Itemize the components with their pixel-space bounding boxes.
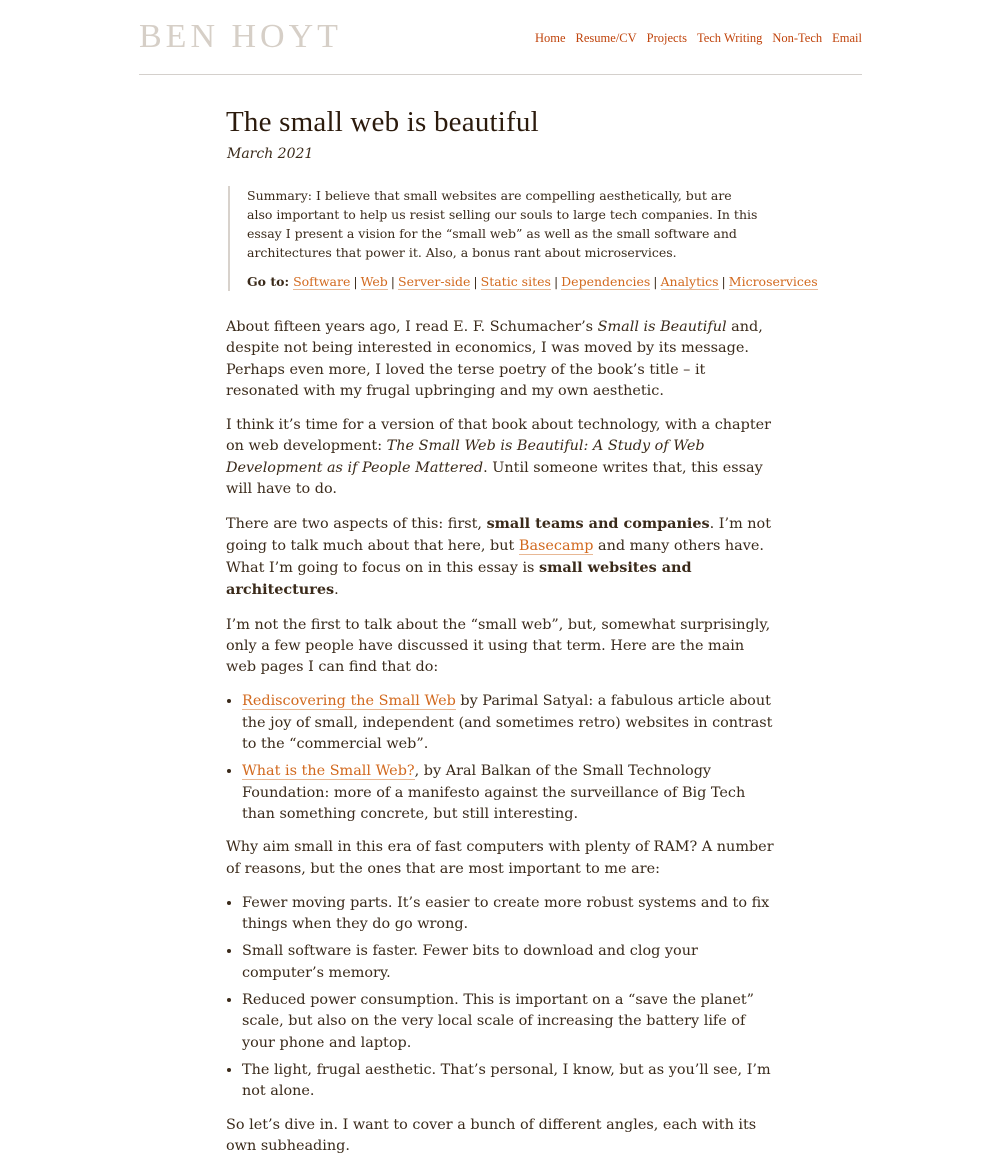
paragraph-small-web-intro: I’m not the first to talk about the “small web”, but, somewhat surprisingly, only a few people have discussed it using that term. Here are the main web pages I can find that do:: [226, 616, 771, 676]
reference-list: [226, 691, 774, 825]
text-run: and, despite not being interested in economics, I was moved by its message. Perhaps even more, I loved the terse poetry of the book’s title – it resonated with my frugal upbringing and my own aesthetic.: [226, 319, 763, 399]
text-run: by Parimal Satyal: a fabulous article about the joy of small, independent (and sometimes retro) websites in contrast to the “commercial web”.: [242, 693, 773, 753]
what-is-small-web-link[interactable]: What is the Small Web?: [242, 763, 415, 780]
text-run: There are two aspects of this: first,: [226, 516, 487, 533]
emphasis-text: small teams and companies: [486, 515, 710, 533]
text-run: , by Aral Balkan of the Small Technology Foundation: more of a manifesto against the surveillance of Big Tech than something concrete, but still interesting.: [242, 763, 746, 822]
nav-projects[interactable]: Projects: [646, 31, 687, 45]
nav-email[interactable]: Email: [832, 31, 862, 45]
article-date: March 2021: [227, 146, 314, 162]
text-run: About fifteen years ago, I read E. F. Schumacher’s: [226, 319, 598, 335]
nav-home[interactable]: Home: [534, 31, 566, 45]
article: [226, 100, 818, 1170]
list-item: • Fewer moving parts. It’s easier to create more robust systems and to fix things when they do go wrong.: [242, 893, 774, 936]
site-nav: [535, 31, 862, 46]
site-logo[interactable]: BEN HOYT: [139, 18, 342, 55]
text-run: . Until someone writes that, this essay will have to do.: [226, 459, 763, 498]
goto-links: [247, 272, 818, 291]
goto-analytics[interactable]: Analytics: [660, 274, 719, 289]
goto-separator: |: [721, 274, 726, 289]
summary-text: Summary: I believe that small websites are compelling aesthetically, but are also important to help us resist selling our souls to large tech companies. In this essay I present a vision for the “small web” as well as the small software and architectures that power it. Also, a bonus rant about microservices.: [247, 188, 758, 260]
list-item: • Reduced power consumption. This is important on a “save the planet” scale, but also on the very local scale of increasing the battery life of your phone and laptop.: [242, 990, 774, 1054]
list-item: [242, 761, 774, 825]
list-item: • The light, frugal aesthetic. That’s personal, I know, but as you’ll see, I’m not alone.: [242, 1060, 774, 1103]
book-title: The Small Web is Beautiful: A Study of Web Development as if People Mattered: [226, 438, 705, 476]
site-header: [139, 0, 862, 75]
goto-separator: |: [473, 274, 478, 289]
goto-dependencies[interactable]: Dependencies: [561, 274, 651, 289]
basecamp-link[interactable]: Basecamp: [518, 537, 594, 554]
goto-separator: |: [390, 274, 396, 289]
paragraph-dive-in: So let’s dive in. I want to cover a bunch of different angles, each with its own subheading.: [226, 1116, 757, 1154]
paragraph-schumacher: [226, 317, 774, 402]
book-title: Small is Beautiful: [597, 319, 727, 335]
goto-label: Go to:: [247, 274, 290, 289]
goto-server-side[interactable]: Server-side: [398, 274, 471, 289]
goto-microservices[interactable]: Microservices: [728, 274, 818, 289]
list-item: [242, 691, 774, 755]
rediscovering-small-web-link[interactable]: Rediscovering the Small Web: [242, 693, 456, 710]
goto-separator: |: [353, 274, 358, 289]
paragraph-why-small: Why aim small in this era of fast computers with plenty of RAM? A number of reasons, but the ones that are most important to me are:: [226, 839, 774, 877]
reasons-list: [226, 893, 774, 1103]
goto-web[interactable]: Web: [360, 274, 388, 289]
goto-separator: |: [653, 274, 658, 289]
nav-tech-writing[interactable]: Tech Writing: [696, 31, 763, 45]
goto-static-sites[interactable]: Static sites: [480, 274, 551, 289]
article-title: The small web is beautiful: [226, 106, 539, 138]
goto-separator: |: [553, 274, 559, 289]
paragraph-two-aspects: [226, 513, 774, 601]
text-run: I think it’s time for a version of that book about technology, with a chapter on web development:: [226, 417, 772, 455]
list-item: • Small software is faster. Fewer bits to download and clog your computer’s memory.: [242, 941, 774, 984]
text-run: . I’m not going to talk much about that here, but: [226, 516, 771, 554]
summary-box: [228, 186, 818, 291]
text-run: and many others have. What I’m going to focus on in this essay is: [226, 537, 764, 576]
goto-software[interactable]: Software: [293, 274, 351, 289]
text-run: .: [334, 582, 339, 599]
paragraph-book-idea: [226, 415, 774, 500]
nav-resume[interactable]: Resume/CV: [575, 31, 637, 45]
nav-non-tech[interactable]: Non-Tech: [772, 31, 823, 45]
emphasis-text: small websites and architectures: [226, 558, 692, 599]
